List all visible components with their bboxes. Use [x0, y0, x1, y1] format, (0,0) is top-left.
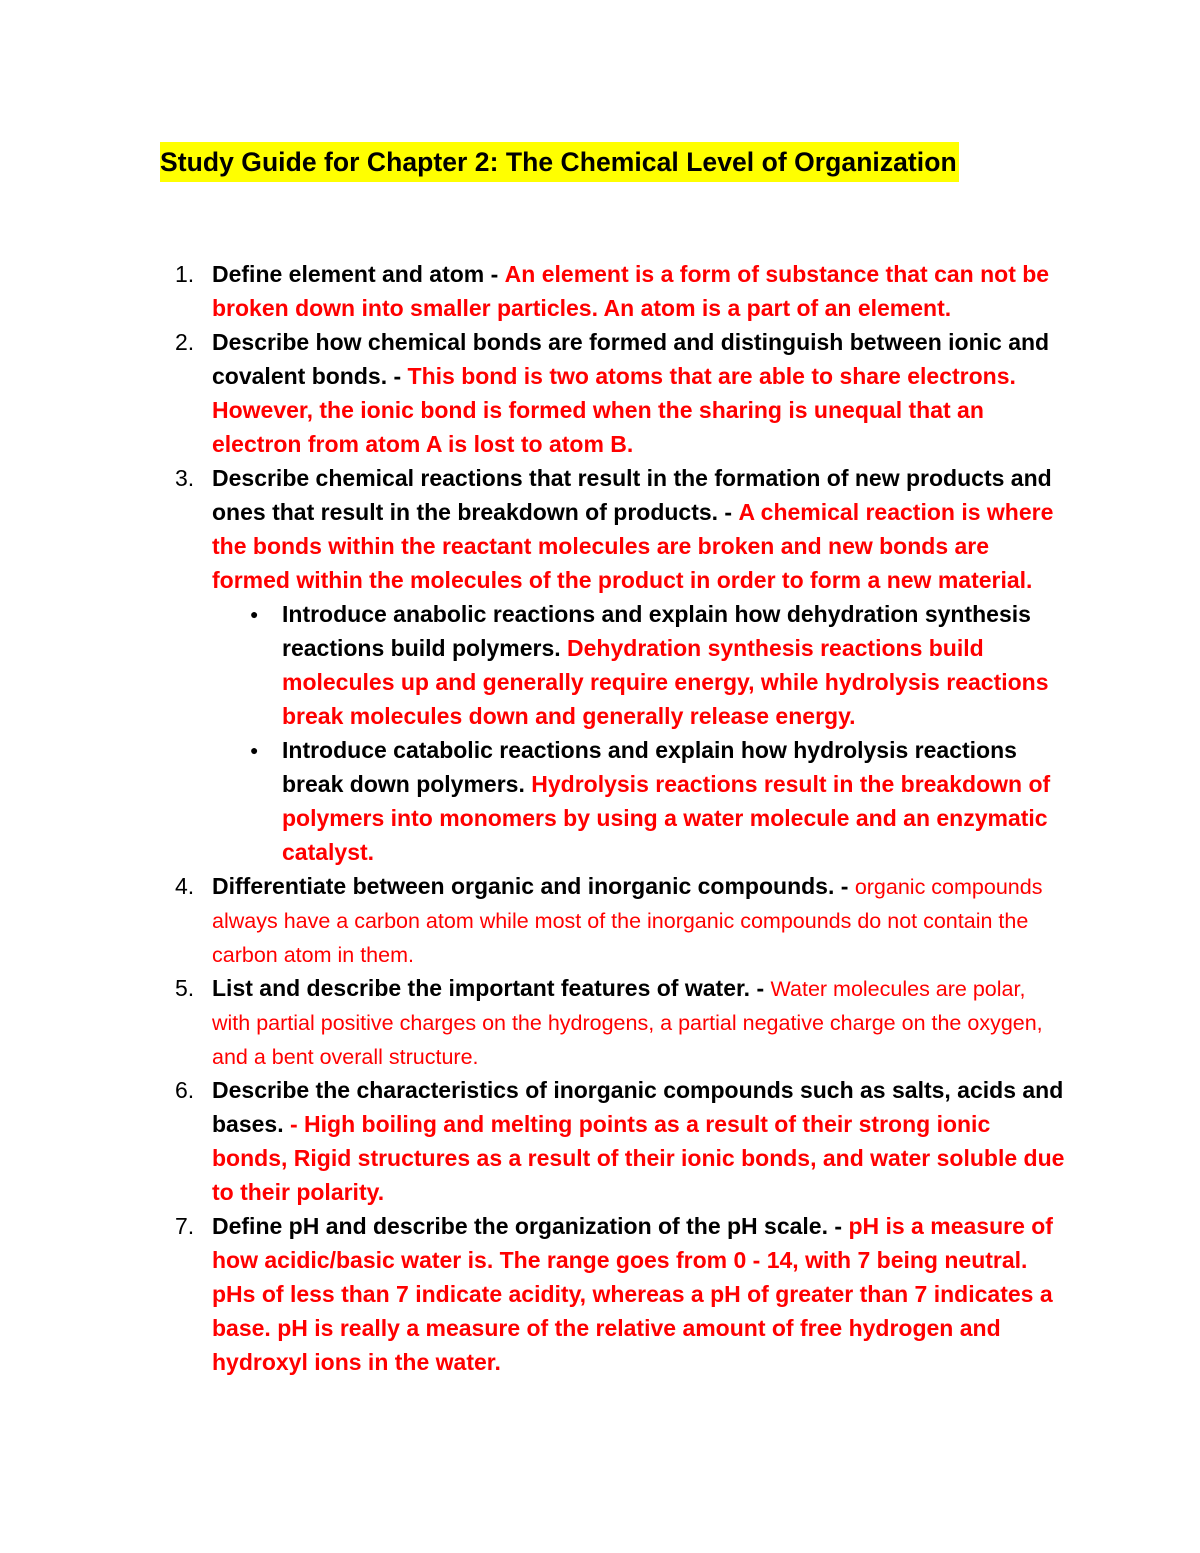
question-text: Describe how chemical bonds are formed and distinguish between ionic and covalent bonds. -	[212, 329, 1050, 389]
question-item-5	[160, 971, 1065, 1073]
question-number: 2.	[175, 329, 195, 355]
question-text: Define element and atom -	[212, 261, 499, 287]
sub-question-list	[212, 597, 1065, 869]
answer-text: A chemical reaction is where the bonds within the reactant molecules are broken and new bonds are formed within the molecules of the product in order to form a new material.	[212, 499, 1054, 593]
question-item-6	[160, 1073, 1065, 1209]
bullet-icon: ●	[250, 606, 259, 622]
answer-text: Water molecules are polar, with partial positive charges on the hydrogens, a partial negative charge on the oxygen, and a bent overall structure.	[212, 977, 1043, 1069]
question-text: Describe chemical reactions that result in the formation of new products and ones that result in the breakdown of products. -	[212, 465, 1052, 525]
sub-answer-text: Hydrolysis reactions result in the breakdown of polymers into monomers by using a water molecule and an enzymatic catalyst.	[282, 771, 1051, 865]
sub-question-item-2	[210, 733, 1065, 869]
question-item-1	[160, 257, 1065, 325]
answer-text: pH is a measure of how acidic/basic water is. The range goes from 0 - 14, with 7 being neutral. pHs of less than 7 indicate acidity, whereas a pH of greater than 7 indicates a base. pH is really a measure of the relative amount of free hydrogen and hydroxyl ions in the water.	[212, 1213, 1053, 1375]
sub-question-text: Introduce anabolic reactions and explain how dehydration synthesis reactions build polymers.	[282, 601, 1031, 661]
sub-question-text: Introduce catabolic reactions and explain how hydrolysis reactions break down polymers.	[282, 737, 1017, 797]
question-item-3	[160, 461, 1065, 869]
answer-text: organic compounds always have a carbon atom while most of the inorganic compounds do not contain the carbon atom in them.	[212, 875, 1043, 967]
question-item-2	[160, 325, 1065, 461]
page-title: Study Guide for Chapter 2: The Chemical Level of Organization	[160, 142, 959, 182]
bullet-icon: ●	[250, 742, 259, 758]
question-item-7	[160, 1209, 1065, 1379]
question-number: 6.	[175, 1077, 195, 1103]
question-number: 1.	[175, 261, 195, 287]
answer-text: - High boiling and melting points as a result of their strong ionic bonds, Rigid structures as a result of their ionic bonds, and water soluble due to their polarity.	[212, 1111, 1065, 1205]
question-number: 7.	[175, 1213, 195, 1239]
question-text: Describe the characteristics of inorganic compounds such as salts, acids and bases.	[212, 1077, 1064, 1137]
question-number: 5.	[175, 975, 195, 1001]
question-item-4	[160, 869, 1065, 971]
title-container	[160, 142, 1060, 182]
sub-question-item-1	[210, 597, 1065, 733]
question-text: Define pH and describe the organization of the pH scale. -	[212, 1213, 843, 1239]
question-text: Differentiate between organic and inorganic compounds. -	[212, 873, 849, 899]
question-number: 3.	[175, 465, 195, 491]
answer-text: This bond is two atoms that are able to share electrons. However, the ionic bond is formed when the sharing is unequal that an electron from atom A is lost to atom B.	[212, 363, 1016, 457]
sub-answer-text: Dehydration synthesis reactions build molecules up and generally require energy, while hydrolysis reactions break molecules down and generally release energy.	[282, 635, 1049, 729]
answer-text: An element is a form of substance that can not be broken down into smaller particles. An atom is a part of an element.	[212, 261, 1050, 321]
question-number: 4.	[175, 873, 195, 899]
question-list	[160, 257, 1065, 1379]
question-text: List and describe the important features of water. -	[212, 975, 765, 1001]
